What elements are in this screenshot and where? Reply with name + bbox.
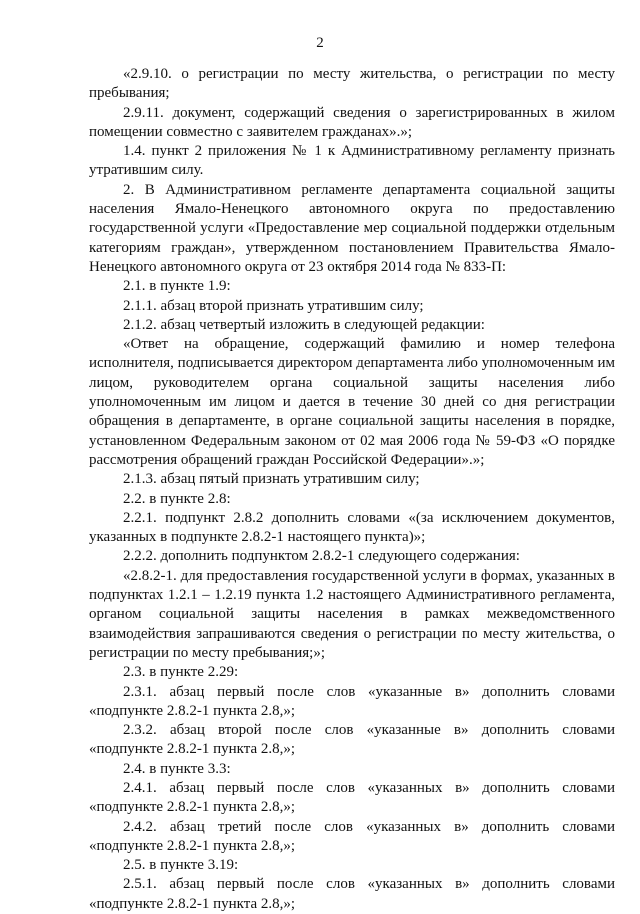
paragraph: 2.9.11. документ, содержащий сведения о зарегистрированных в жилом помещении совместно с заявителем гражданах».»; (89, 104, 615, 140)
paragraph: 2.4. в пункте 3.3: (123, 760, 231, 777)
paragraph: 2.5.1. абзац первый после слов «указанных в» дополнить словами «подпункте 2.8.2-1 пункта 2.8,»; (89, 876, 615, 912)
paragraph: «Ответ на обращение, содержащий фамилию и номер телефона исполнителя, подписывается директором департамента либо уполномоченным им лицом, руководителем органа социальной защиты населения либо уполномоченным им лицом и дается в течение 30 дней со дня регистрации обращения в департаменте, в органе социальной защиты населения в порядке, установленном Федеральным законом от 02 мая 2006 года № 59-ФЗ «О порядке рассмотрения обращений граждан Российской Федерации».»; (89, 336, 615, 468)
paragraph: 2.3.1. абзац первый после слов «указанные в» дополнить словами «подпункте 2.8.2-1 пункта 2.8,»; (89, 683, 615, 719)
paragraph: «2.8.2-1. для предоставления государственной услуги в формах, указанных в подпунктах 1.2.1 – 1.2.19 пункта 1.2 настоящего Административного регламента, органом социальной защиты населения в рамках межведомственного взаимодействия запрашиваются сведения о регистрации по месту жительства, о регистрации по месту пребывания;»; (89, 567, 615, 661)
paragraph: 2. В Административном регламенте департамента социальной защиты населения Ямало-Ненецкого автономного округа по предоставлению государственной услуги «Предоставление мер социальной поддержки отдельным категориям граждан», утвержденном постановлением Правительства Ямало-Ненецкого автономного округа от 23 октября 2014 года № 833-П: (89, 181, 615, 275)
paragraph: 2.2.2. дополнить подпунктом 2.8.2-1 следующего содержания: (123, 548, 520, 565)
paragraph: 2.1.2. абзац четвертый изложить в следующей редакции: (123, 316, 485, 333)
paragraph: 2.4.1. абзац первый после слов «указанных в» дополнить словами «подпункте 2.8.2-1 пункта 2.8,»; (89, 779, 615, 816)
paragraph: 2.1.3. абзац пятый признать утратившим силу; (123, 471, 420, 488)
paragraph: 1.4. пункт 2 приложения № 1 к Административному регламенту признать утратившим силу. (89, 143, 615, 179)
paragraph: 2.1.1. абзац второй признать утратившим силу; (123, 297, 424, 314)
document-body (89, 65, 615, 914)
paragraph: 2.2.1. подпункт 2.8.2 дополнить словами «(за исключением документов, указанных в подпункте 2.8.2-1 настоящего пункта)»; (89, 509, 615, 546)
paragraph: 2.2. в пункте 2.8: (123, 490, 231, 507)
paragraph: 2.3.2. абзац второй после слов «указанные в» дополнить словами «подпункте 2.8.2-1 пункта 2.8,»; (89, 722, 615, 758)
paragraph: 2.4.2. абзац третий после слов «указанных в» дополнить словами «подпункте 2.8.2-1 пункта 2.8,»; (89, 818, 615, 854)
page-number: 2 (316, 35, 324, 51)
paragraph: 2.1. в пункте 1.9: (123, 278, 231, 295)
paragraph: «2.9.10. о регистрации по месту жительства, о регистрации по месту пребывания; (89, 66, 615, 102)
paragraph: 2.5. в пункте 3.19: (123, 857, 239, 874)
paragraph: 2.3. в пункте 2.29: (123, 664, 239, 681)
